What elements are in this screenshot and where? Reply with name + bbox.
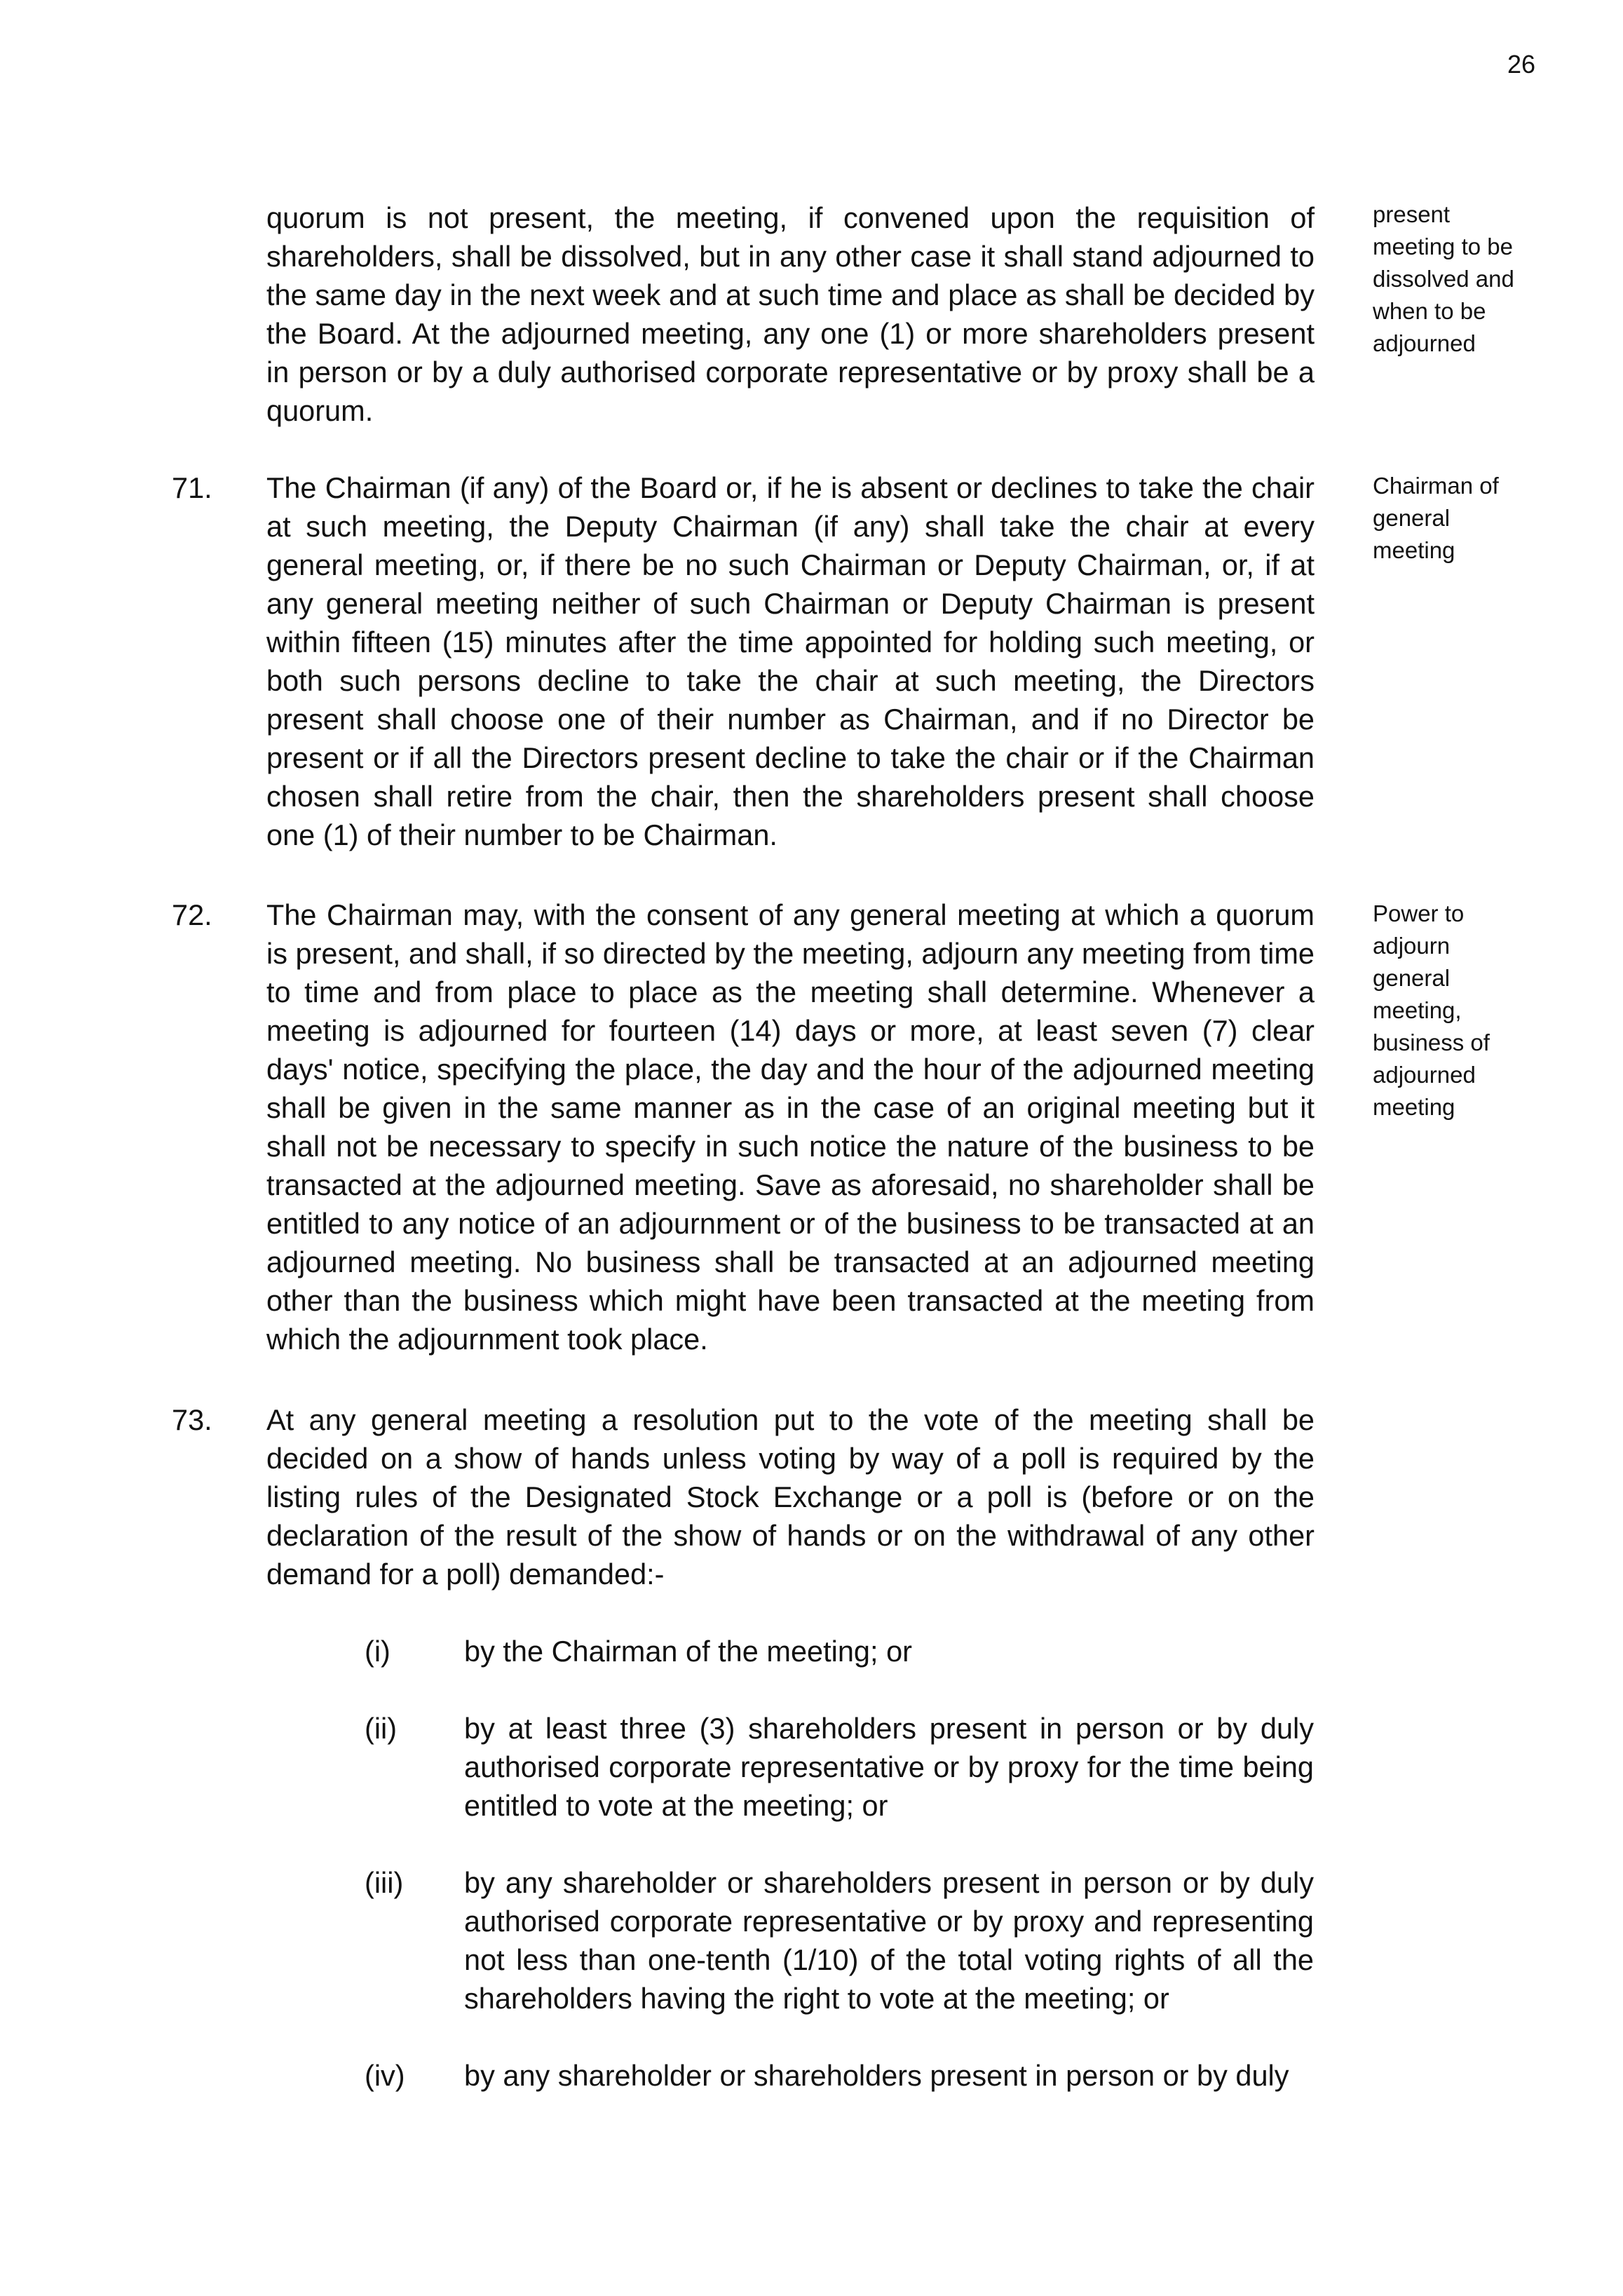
clause-number-73: 73. xyxy=(172,1403,212,1436)
sub-item-text-iii: by any shareholder or shareholders present in person or by duly authorised corporate representative or by proxy and representing not less than one-tenth (1/10) of the total voting rights of all the shareholders having the right to vote at the meeting; or xyxy=(464,1866,1314,2015)
clause-72-text: The Chairman may, with the consent of any general meeting at which a quorum is present, and shall, if so directed by the meeting, adjourn any meeting from time to time and from place to place as the meeting shall determine. Whenever a meeting is adjourned for fourteen (14) days or more, at least seven (7) clear days' notice, specifying the place, the day and the hour of the adjourned meeting shall be given in the same manner as in the case of an original meeting but it shall not be necessary to specify in such notice the nature of the business to be transacted at the adjourned meeting. Save as aforesaid, no shareholder shall be entitled to any notice of an adjournment or of the business to be transacted at an adjourned meeting. No business shall be transacted at an adjourned meeting other than the business which might have been transacted at the meeting from which the adjournment took place. xyxy=(266,898,1315,1356)
sub-item-text-i: by the Chairman of the meeting; or xyxy=(464,1635,912,1668)
sub-item-number-iv: (iv) xyxy=(365,2059,405,2092)
margin-note-clause-72: Power to adjourn general meeting, business of adjourned meeting xyxy=(1373,900,1490,1120)
sub-item-number-iii: (iii) xyxy=(365,1866,404,1899)
sub-item-number-ii: (ii) xyxy=(365,1712,398,1745)
clause-number-72: 72. xyxy=(172,898,212,931)
margin-note-clause-71: Chairman of general meeting xyxy=(1373,473,1499,563)
sub-item-number-i: (i) xyxy=(365,1635,391,1668)
clause-number-71: 71. xyxy=(172,471,212,504)
sub-item-text-ii: by at least three (3) shareholders present in person or by duly authorised corporate representative or by proxy for the time being entitled to vote at the meeting; or xyxy=(464,1712,1314,1822)
sub-item-text-iv: by any shareholder or shareholders present in person or by duly xyxy=(464,2059,1289,2092)
clause-70-continuation-text: quorum is not present, the meeting, if convened upon the requisition of shareholders, shall be dissolved, but in any other case it shall stand adjourned to the same day in the next week and at such time and place as shall be decided by the Board. At the adjourned meeting, any one (1) or more shareholders present in person or by a duly authorised corporate representative or by proxy shall be a quorum. xyxy=(266,201,1315,427)
clause-71-text: The Chairman (if any) of the Board or, if he is absent or declines to take the chair at such meeting, the Deputy Chairman (if any) shall take the chair at every general meeting, or, if there be no such Chairman or Deputy Chairman, or, if at any general meeting neither of such Chairman or Deputy Chairman is present within fifteen (15) minutes after the time appointed for holding such meeting, or both such persons decline to take the chair at such meeting, the Directors present shall choose one of their number as Chairman, and if no Director be present or if all the Directors present decline to take the chair or if the Chairman chosen shall retire from the chair, then the shareholders present shall choose one (1) of their number to be Chairman. xyxy=(266,471,1315,851)
page-number: 26 xyxy=(1507,50,1535,79)
margin-note-clause-70: present meeting to be dissolved and when to be adjourned xyxy=(1373,201,1514,356)
clause-73-text: At any general meeting a resolution put to the vote of the meeting shall be decided on a show of hands unless voting by way of a poll is required by the listing rules of the Designated Stock Exchange or a poll is (before or on the declaration of the result of the show of hands or on the withdrawal of any other demand for a poll) demanded:- xyxy=(266,1403,1315,1591)
